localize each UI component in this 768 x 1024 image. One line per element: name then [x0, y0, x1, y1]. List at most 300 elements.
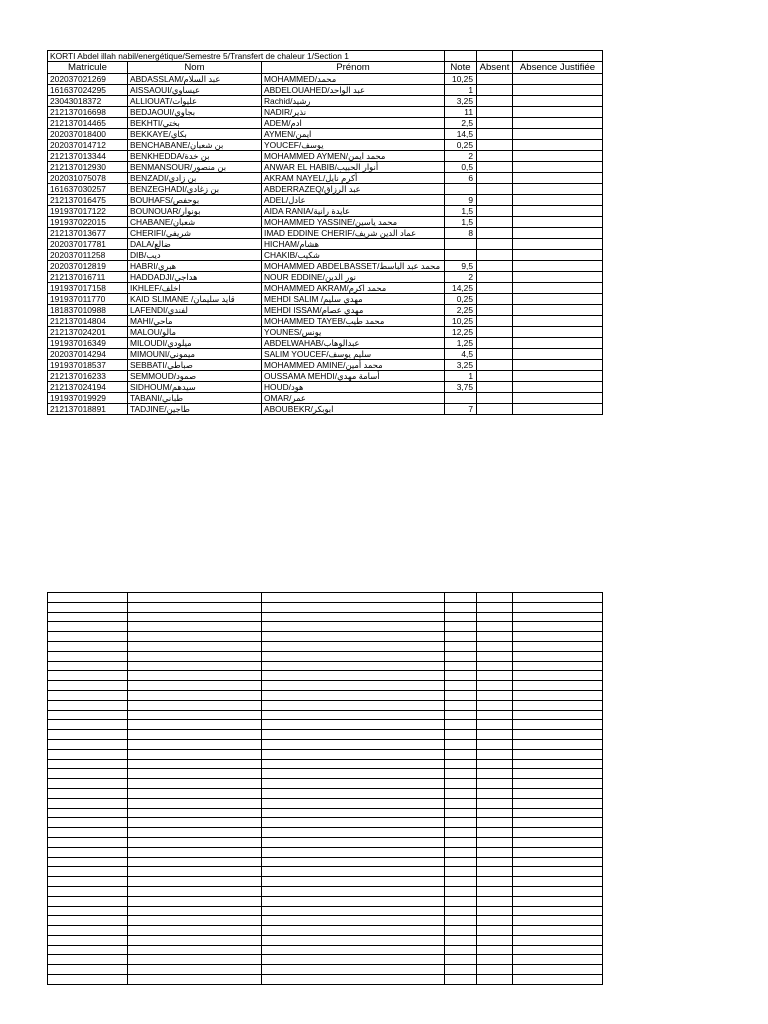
empty-cell[interactable] — [128, 818, 262, 828]
empty-cell[interactable] — [128, 916, 262, 926]
cell-note[interactable]: 2,5 — [445, 118, 477, 129]
empty-cell[interactable] — [477, 769, 513, 779]
cell-matricule[interactable]: 212137024201 — [48, 327, 128, 338]
empty-cell[interactable] — [262, 769, 445, 779]
empty-cell[interactable] — [48, 896, 128, 906]
empty-cell[interactable] — [513, 720, 603, 730]
empty-cell[interactable] — [128, 769, 262, 779]
empty-cell[interactable] — [445, 690, 477, 700]
cell-note[interactable] — [445, 184, 477, 195]
cell-absent[interactable] — [477, 239, 513, 250]
empty-cell[interactable] — [477, 759, 513, 769]
cell-absence-justifiee[interactable] — [513, 338, 603, 349]
cell-matricule[interactable]: 212137014804 — [48, 316, 128, 327]
empty-cell[interactable] — [48, 651, 128, 661]
cell-matricule[interactable]: 212137013677 — [48, 228, 128, 239]
empty-cell[interactable] — [513, 847, 603, 857]
empty-cell[interactable] — [477, 828, 513, 838]
empty-cell[interactable] — [128, 700, 262, 710]
cell-matricule[interactable]: 212137016233 — [48, 371, 128, 382]
cell-nom[interactable]: MAHI/ماحي — [128, 316, 262, 327]
cell-prenom[interactable]: AKRAM NAYEL/أكرم نايل — [262, 173, 445, 184]
cell-matricule[interactable]: 191937017122 — [48, 206, 128, 217]
cell-absent[interactable] — [477, 151, 513, 162]
empty-cell[interactable] — [513, 700, 603, 710]
cell-nom[interactable]: CHERIFI/شريفي — [128, 228, 262, 239]
empty-cell[interactable] — [48, 847, 128, 857]
empty-cell[interactable] — [128, 622, 262, 632]
cell-prenom[interactable]: Rachid/رشيد — [262, 96, 445, 107]
empty-cell[interactable] — [262, 681, 445, 691]
cell-prenom[interactable]: OMAR/عمر — [262, 393, 445, 404]
cell-prenom[interactable]: AIDA RANIA/عايدة رانية — [262, 206, 445, 217]
empty-cell[interactable] — [477, 690, 513, 700]
cell-note[interactable] — [445, 239, 477, 250]
empty-cell[interactable] — [48, 788, 128, 798]
empty-cell[interactable] — [48, 671, 128, 681]
empty-cell[interactable] — [262, 857, 445, 867]
cell-matricule[interactable]: 212137012930 — [48, 162, 128, 173]
cell-matricule[interactable]: 212137016711 — [48, 272, 128, 283]
empty-cell[interactable] — [262, 700, 445, 710]
cell-absence-justifiee[interactable] — [513, 74, 603, 85]
empty-cell[interactable] — [48, 661, 128, 671]
empty-cell[interactable] — [262, 641, 445, 651]
empty-cell[interactable] — [262, 749, 445, 759]
cell-note[interactable]: 7 — [445, 404, 477, 415]
cell-absent[interactable] — [477, 327, 513, 338]
empty-cell[interactable] — [513, 749, 603, 759]
cell-note[interactable]: 6 — [445, 173, 477, 184]
empty-cell[interactable] — [48, 710, 128, 720]
cell-prenom[interactable]: MOHAMMED/محمد — [262, 74, 445, 85]
empty-cell[interactable] — [513, 808, 603, 818]
empty-cell[interactable] — [262, 651, 445, 661]
cell-note[interactable]: 14,5 — [445, 129, 477, 140]
cell-matricule[interactable]: 202037021269 — [48, 74, 128, 85]
empty-cell[interactable] — [48, 945, 128, 955]
title-row-note-cell[interactable] — [445, 51, 477, 62]
empty-cell[interactable] — [262, 886, 445, 896]
empty-cell[interactable] — [128, 779, 262, 789]
empty-cell[interactable] — [513, 916, 603, 926]
cell-nom[interactable]: SIDHOUM/سيدهم — [128, 382, 262, 393]
empty-cell[interactable] — [477, 730, 513, 740]
empty-cell[interactable] — [48, 632, 128, 642]
empty-cell[interactable] — [513, 681, 603, 691]
cell-matricule[interactable]: 23043018372 — [48, 96, 128, 107]
empty-cell[interactable] — [128, 671, 262, 681]
cell-matricule[interactable]: 202037017781 — [48, 239, 128, 250]
empty-cell[interactable] — [513, 661, 603, 671]
empty-cell[interactable] — [513, 690, 603, 700]
empty-cell[interactable] — [128, 926, 262, 936]
empty-cell[interactable] — [477, 788, 513, 798]
cell-prenom[interactable]: IMAD EDDINE CHERIF/عماد الدين شريف — [262, 228, 445, 239]
empty-cell[interactable] — [128, 847, 262, 857]
empty-cell[interactable] — [513, 612, 603, 622]
cell-matricule[interactable]: 212137018891 — [48, 404, 128, 415]
cell-absent[interactable] — [477, 338, 513, 349]
empty-cell[interactable] — [513, 602, 603, 612]
sheet-title[interactable]: KORTI Abdel illah nabil/energétique/Semestre 5/Transfert de chaleur 1/Section 1 — [48, 51, 445, 62]
empty-cell[interactable] — [445, 612, 477, 622]
cell-prenom[interactable]: HICHAM/هشام — [262, 239, 445, 250]
empty-cell[interactable] — [262, 818, 445, 828]
cell-prenom[interactable]: MEHDI SALIM /مهدي سليم — [262, 294, 445, 305]
empty-cell[interactable] — [477, 720, 513, 730]
empty-cell[interactable] — [445, 926, 477, 936]
empty-cell[interactable] — [48, 808, 128, 818]
cell-prenom[interactable]: ADEM/ادم — [262, 118, 445, 129]
empty-cell[interactable] — [445, 837, 477, 847]
cell-matricule[interactable]: 191937017158 — [48, 283, 128, 294]
cell-nom[interactable]: BENZEGHADI/بن زغادي — [128, 184, 262, 195]
cell-absence-justifiee[interactable] — [513, 360, 603, 371]
cell-absence-justifiee[interactable] — [513, 327, 603, 338]
empty-cell[interactable] — [513, 926, 603, 936]
empty-cell[interactable] — [477, 671, 513, 681]
empty-cell[interactable] — [445, 828, 477, 838]
empty-cell[interactable] — [48, 730, 128, 740]
cell-absent[interactable] — [477, 305, 513, 316]
cell-note[interactable]: 3,25 — [445, 96, 477, 107]
empty-cell[interactable] — [477, 779, 513, 789]
cell-note[interactable]: 2,25 — [445, 305, 477, 316]
cell-prenom[interactable]: YOUCEF/يوسف — [262, 140, 445, 151]
cell-absence-justifiee[interactable] — [513, 316, 603, 327]
cell-prenom[interactable]: MEHDI ISSAM/مهدي عصام — [262, 305, 445, 316]
cell-absent[interactable] — [477, 140, 513, 151]
cell-prenom[interactable]: MOHAMMED YASSINE/محمد ياسين — [262, 217, 445, 228]
empty-cell[interactable] — [128, 906, 262, 916]
empty-cell[interactable] — [262, 808, 445, 818]
empty-cell[interactable] — [513, 671, 603, 681]
empty-cell[interactable] — [48, 975, 128, 985]
header-absent[interactable]: Absent — [477, 62, 513, 74]
empty-cell[interactable] — [445, 965, 477, 975]
empty-cell[interactable] — [128, 788, 262, 798]
empty-cell[interactable] — [445, 641, 477, 651]
cell-prenom[interactable]: CHAKIB/شكيب — [262, 250, 445, 261]
cell-nom[interactable]: KAID SLIMANE /قايد سليمان — [128, 294, 262, 305]
empty-cell[interactable] — [477, 916, 513, 926]
empty-cell[interactable] — [262, 788, 445, 798]
empty-cell[interactable] — [513, 886, 603, 896]
cell-absent[interactable] — [477, 360, 513, 371]
cell-prenom[interactable]: MOHAMMED AMINE/محمد أمين — [262, 360, 445, 371]
empty-cell[interactable] — [513, 877, 603, 887]
empty-cell[interactable] — [445, 877, 477, 887]
empty-cell[interactable] — [477, 622, 513, 632]
empty-cell[interactable] — [513, 739, 603, 749]
cell-nom[interactable]: BENZADI/بن زادي — [128, 173, 262, 184]
empty-cell[interactable] — [262, 906, 445, 916]
cell-note[interactable]: 1 — [445, 371, 477, 382]
header-absence-justifiee[interactable]: Absence Justifiée — [513, 62, 603, 74]
cell-nom[interactable]: AISSAOUI/عيساوي — [128, 85, 262, 96]
cell-absent[interactable] — [477, 283, 513, 294]
cell-absence-justifiee[interactable] — [513, 283, 603, 294]
cell-nom[interactable]: MIMOUNI/ميموني — [128, 349, 262, 360]
cell-note[interactable]: 14,25 — [445, 283, 477, 294]
cell-absent[interactable] — [477, 228, 513, 239]
empty-cell[interactable] — [48, 681, 128, 691]
cell-prenom[interactable]: MOHAMMED ABDELBASSET/محمد عبد الباسط — [262, 261, 445, 272]
empty-cell[interactable] — [445, 651, 477, 661]
empty-cell[interactable] — [477, 935, 513, 945]
cell-absence-justifiee[interactable] — [513, 151, 603, 162]
cell-prenom[interactable]: YOUNES/يونس — [262, 327, 445, 338]
empty-cell[interactable] — [262, 798, 445, 808]
empty-cell[interactable] — [477, 837, 513, 847]
cell-absent[interactable] — [477, 393, 513, 404]
cell-nom[interactable]: SEMMOUD/صمود — [128, 371, 262, 382]
cell-nom[interactable]: TADJINE/طاجين — [128, 404, 262, 415]
cell-note[interactable]: 4,5 — [445, 349, 477, 360]
empty-cell[interactable] — [262, 896, 445, 906]
empty-cell[interactable] — [128, 730, 262, 740]
empty-cell[interactable] — [513, 945, 603, 955]
header-prenom[interactable]: Prénom — [262, 62, 445, 74]
cell-nom[interactable]: BEKHTI/بختي — [128, 118, 262, 129]
empty-cell[interactable] — [48, 867, 128, 877]
cell-absent[interactable] — [477, 382, 513, 393]
cell-absent[interactable] — [477, 404, 513, 415]
empty-cell[interactable] — [477, 867, 513, 877]
empty-cell[interactable] — [262, 671, 445, 681]
empty-cell[interactable] — [262, 593, 445, 603]
cell-note[interactable]: 0,25 — [445, 294, 477, 305]
cell-matricule[interactable]: 161637030257 — [48, 184, 128, 195]
cell-absence-justifiee[interactable] — [513, 118, 603, 129]
empty-cell[interactable] — [477, 612, 513, 622]
empty-cell[interactable] — [477, 651, 513, 661]
empty-cell[interactable] — [445, 847, 477, 857]
empty-cell[interactable] — [513, 769, 603, 779]
empty-cell[interactable] — [513, 632, 603, 642]
empty-cell[interactable] — [477, 847, 513, 857]
cell-prenom[interactable]: ADEL/عادل — [262, 195, 445, 206]
empty-cell[interactable] — [48, 593, 128, 603]
cell-absent[interactable] — [477, 294, 513, 305]
empty-cell[interactable] — [513, 759, 603, 769]
cell-note[interactable]: 1,5 — [445, 217, 477, 228]
empty-cell[interactable] — [128, 632, 262, 642]
cell-matricule[interactable]: 161637024295 — [48, 85, 128, 96]
cell-prenom[interactable]: MOHAMMED AKRAM/محمد اكرم — [262, 283, 445, 294]
empty-cell[interactable] — [477, 877, 513, 887]
cell-matricule[interactable]: 202037011258 — [48, 250, 128, 261]
cell-note[interactable] — [445, 250, 477, 261]
cell-matricule[interactable]: 191937016349 — [48, 338, 128, 349]
cell-prenom[interactable]: OUSSAMA MEHDI/أسامة مهدي — [262, 371, 445, 382]
cell-absent[interactable] — [477, 129, 513, 140]
empty-cell[interactable] — [477, 661, 513, 671]
empty-cell[interactable] — [513, 896, 603, 906]
empty-cell[interactable] — [262, 602, 445, 612]
empty-cell[interactable] — [262, 779, 445, 789]
cell-prenom[interactable]: ABDELWAHAB/عبدالوهاب — [262, 338, 445, 349]
cell-note[interactable] — [445, 393, 477, 404]
cell-note[interactable]: 0,25 — [445, 140, 477, 151]
cell-absence-justifiee[interactable] — [513, 217, 603, 228]
cell-prenom[interactable]: MOHAMMED AYMEN/محمد ايمن — [262, 151, 445, 162]
cell-note[interactable]: 0,5 — [445, 162, 477, 173]
empty-cell[interactable] — [513, 818, 603, 828]
empty-cell[interactable] — [445, 788, 477, 798]
empty-cell[interactable] — [262, 837, 445, 847]
empty-cell[interactable] — [128, 867, 262, 877]
empty-cell[interactable] — [513, 651, 603, 661]
empty-cell[interactable] — [477, 906, 513, 916]
header-nom[interactable]: Nom — [128, 62, 262, 74]
empty-cell[interactable] — [262, 975, 445, 985]
empty-cell[interactable] — [445, 798, 477, 808]
cell-absence-justifiee[interactable] — [513, 239, 603, 250]
empty-cell[interactable] — [513, 857, 603, 867]
empty-cell[interactable] — [128, 945, 262, 955]
cell-note[interactable]: 11 — [445, 107, 477, 118]
cell-absence-justifiee[interactable] — [513, 404, 603, 415]
cell-absent[interactable] — [477, 107, 513, 118]
empty-cell[interactable] — [128, 681, 262, 691]
cell-prenom[interactable]: SALIM YOUCEF/سليم يوسف — [262, 349, 445, 360]
cell-absent[interactable] — [477, 85, 513, 96]
cell-nom[interactable]: BENMANSOUR/بن منصور — [128, 162, 262, 173]
empty-cell[interactable] — [445, 896, 477, 906]
cell-prenom[interactable]: ABDELOUAHED/عبد الواحد — [262, 85, 445, 96]
empty-cell[interactable] — [445, 730, 477, 740]
title-row-absent-cell[interactable] — [477, 51, 513, 62]
empty-cell[interactable] — [262, 955, 445, 965]
empty-cell[interactable] — [445, 886, 477, 896]
cell-absence-justifiee[interactable] — [513, 261, 603, 272]
cell-nom[interactable]: BOUNOUAR/بونوار — [128, 206, 262, 217]
empty-cell[interactable] — [477, 739, 513, 749]
empty-cell[interactable] — [48, 828, 128, 838]
empty-cell[interactable] — [128, 877, 262, 887]
empty-cell[interactable] — [48, 916, 128, 926]
cell-nom[interactable]: IKHLEF/اخلف — [128, 283, 262, 294]
cell-absence-justifiee[interactable] — [513, 173, 603, 184]
cell-note[interactable]: 9 — [445, 195, 477, 206]
cell-matricule[interactable]: 202037018400 — [48, 129, 128, 140]
empty-cell[interactable] — [48, 877, 128, 887]
cell-note[interactable]: 9,5 — [445, 261, 477, 272]
empty-cell[interactable] — [262, 828, 445, 838]
empty-cell[interactable] — [128, 602, 262, 612]
empty-cell[interactable] — [48, 700, 128, 710]
cell-note[interactable]: 10,25 — [445, 74, 477, 85]
empty-cell[interactable] — [128, 955, 262, 965]
cell-absent[interactable] — [477, 195, 513, 206]
empty-cell[interactable] — [262, 847, 445, 857]
cell-prenom[interactable]: NADIR/نذير — [262, 107, 445, 118]
empty-cell[interactable] — [128, 651, 262, 661]
cell-note[interactable]: 1 — [445, 85, 477, 96]
empty-cell[interactable] — [48, 955, 128, 965]
empty-cell[interactable] — [513, 955, 603, 965]
empty-cell[interactable] — [128, 641, 262, 651]
empty-cell[interactable] — [513, 622, 603, 632]
cell-absence-justifiee[interactable] — [513, 382, 603, 393]
cell-absent[interactable] — [477, 371, 513, 382]
cell-prenom[interactable]: NOUR EDDINE/نور الدين — [262, 272, 445, 283]
cell-absent[interactable] — [477, 162, 513, 173]
empty-cell[interactable] — [445, 955, 477, 965]
header-note[interactable]: Note — [445, 62, 477, 74]
empty-cell[interactable] — [262, 632, 445, 642]
empty-cell[interactable] — [262, 935, 445, 945]
cell-matricule[interactable]: 191937018537 — [48, 360, 128, 371]
cell-nom[interactable]: SEBBATI/صباطي — [128, 360, 262, 371]
empty-cell[interactable] — [48, 749, 128, 759]
empty-cell[interactable] — [48, 818, 128, 828]
cell-matricule[interactable]: 212137014465 — [48, 118, 128, 129]
empty-cell[interactable] — [513, 641, 603, 651]
cell-nom[interactable]: HABRI/هبري — [128, 261, 262, 272]
empty-cell[interactable] — [445, 818, 477, 828]
empty-cell[interactable] — [128, 965, 262, 975]
empty-cell[interactable] — [128, 798, 262, 808]
empty-cell[interactable] — [477, 710, 513, 720]
cell-absent[interactable] — [477, 272, 513, 283]
empty-cell[interactable] — [48, 602, 128, 612]
cell-absent[interactable] — [477, 250, 513, 261]
empty-cell[interactable] — [128, 828, 262, 838]
empty-cell[interactable] — [445, 906, 477, 916]
cell-nom[interactable]: DIB/ديب — [128, 250, 262, 261]
cell-prenom[interactable]: HOUD/هود — [262, 382, 445, 393]
empty-cell[interactable] — [262, 759, 445, 769]
empty-cell[interactable] — [48, 926, 128, 936]
empty-cell[interactable] — [262, 739, 445, 749]
empty-cell[interactable] — [513, 798, 603, 808]
cell-nom[interactable]: LAFENDI/لفندي — [128, 305, 262, 316]
cell-note[interactable]: 8 — [445, 228, 477, 239]
empty-cell[interactable] — [128, 661, 262, 671]
empty-cell[interactable] — [128, 710, 262, 720]
empty-cell[interactable] — [445, 700, 477, 710]
empty-cell[interactable] — [513, 837, 603, 847]
empty-cell[interactable] — [262, 877, 445, 887]
cell-matricule[interactable]: 202037014294 — [48, 349, 128, 360]
cell-matricule[interactable]: 202037014712 — [48, 140, 128, 151]
empty-cell[interactable] — [445, 593, 477, 603]
cell-absence-justifiee[interactable] — [513, 371, 603, 382]
cell-matricule[interactable]: 181837010988 — [48, 305, 128, 316]
empty-cell[interactable] — [48, 965, 128, 975]
empty-cell[interactable] — [513, 935, 603, 945]
empty-cell[interactable] — [445, 935, 477, 945]
empty-cell[interactable] — [128, 749, 262, 759]
cell-absence-justifiee[interactable] — [513, 393, 603, 404]
cell-absence-justifiee[interactable] — [513, 294, 603, 305]
cell-prenom[interactable]: MOHAMMED TAYEB/محمد طيب — [262, 316, 445, 327]
empty-cell[interactable] — [48, 612, 128, 622]
cell-absence-justifiee[interactable] — [513, 184, 603, 195]
empty-cell[interactable] — [477, 896, 513, 906]
cell-absence-justifiee[interactable] — [513, 250, 603, 261]
empty-cell[interactable] — [477, 926, 513, 936]
empty-cell[interactable] — [48, 690, 128, 700]
empty-cell[interactable] — [262, 730, 445, 740]
empty-cell[interactable] — [48, 837, 128, 847]
cell-nom[interactable]: MALOU/مالو — [128, 327, 262, 338]
empty-cell[interactable] — [262, 661, 445, 671]
cell-note[interactable]: 3,75 — [445, 382, 477, 393]
